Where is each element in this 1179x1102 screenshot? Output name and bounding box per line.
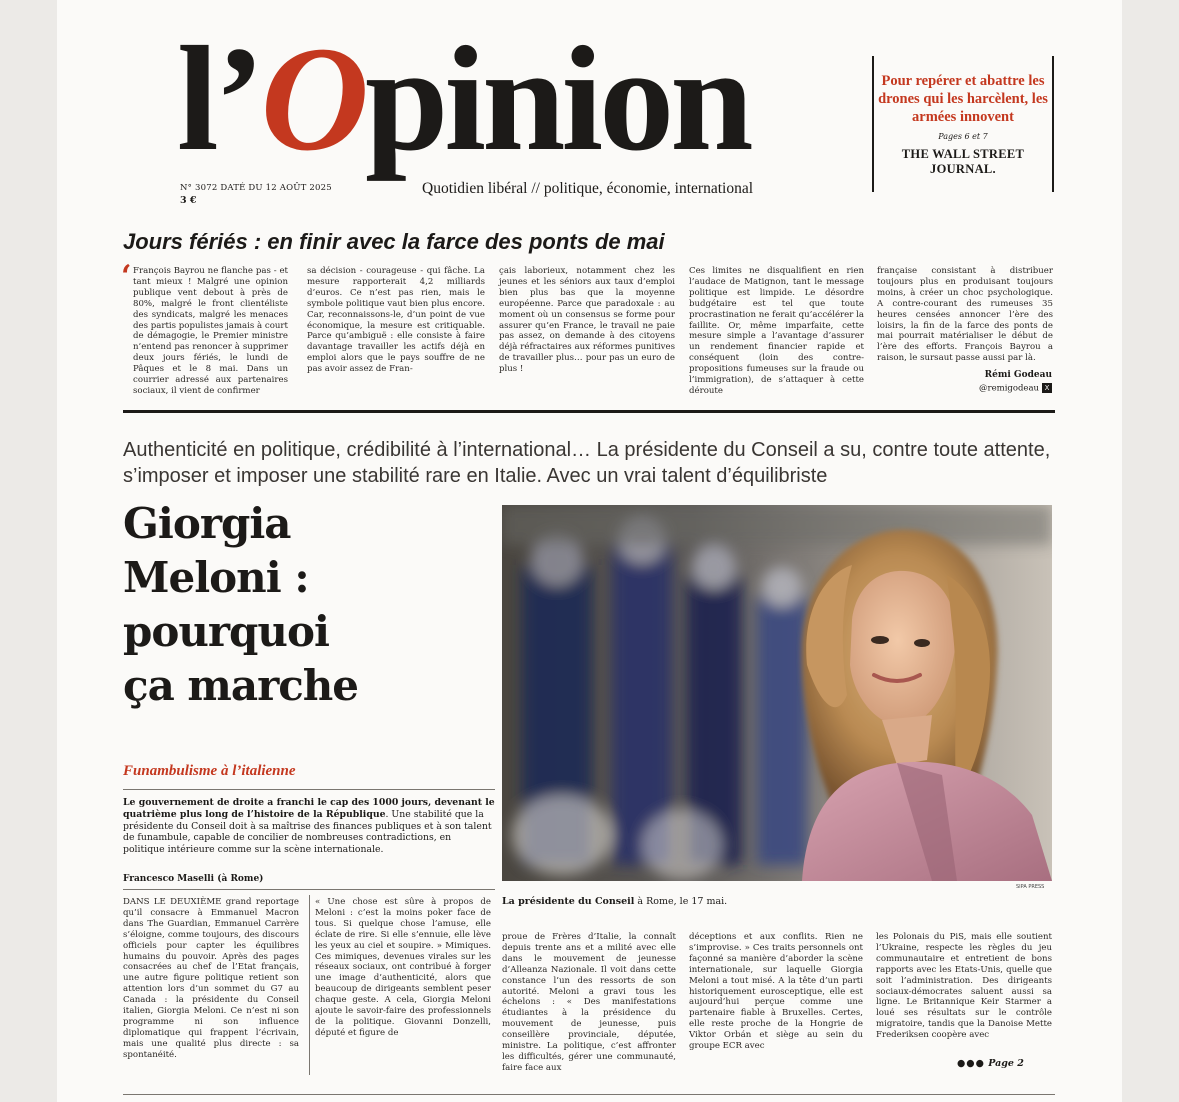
main-column-1: DANS LE DEUXIÈME grand reportage qu’il consacre à Emmanuel Macron dans The Guardian, Emmanuel Carrère s’éloigne, comme toujours, des discours officiels pour capter les équilibres humains du pouvoir. Après des pages consacrées au chef de l’Etat français, une autre figure politique retient son attention lors d’un sommet du G7 au Canada : la présidente du Conseil italien, Giorgia Meloni. Ce n’est ni son programme ni son influence diplomatique qui frappent l’écrivain, mais une qualité plus directe : sa spontanéité. — [123, 897, 299, 1060]
feature-author: Rémi Godeau — [984, 370, 1052, 380]
photo-credit: SIPA PRESS — [1016, 884, 1045, 890]
main-column-2: « Une chose est sûre à propos de Meloni : c’est la moins poker face de tous. Si quelque chose l’amuse, elle éclate de rire. Si elle s’ennuie, elle lève les yeux au ciel et soupire. » Mimiques. Ces mimiques, devenues virales sur les réseaux sociaux, ont contribué à forger une image d’authenticité, alors que beaucoup de dirigeants semblent peser chaque geste. A cela, Giorgia Meloni ajoute le savoir-faire des professionnels de la politique. Giovanni Donzelli, député et figure de — [315, 897, 491, 1038]
headline-line-4[interactable]: ça marche — [123, 661, 359, 710]
main-column-4: déceptions et aux conflits. Rien ne s’improvise. » Ces traits personnels ont façonné sa manière d’aborder la scène internationale, sur laquelle Giorgia Meloni a tout misé. A la tête d’un parti historiquement eurosceptique, elle est aujourd’hui perçue comme une partenaire fiable à Bruxelles. Certes, elle reste proche de la Hongrie de Viktor Orbán et siège au sein du groupe ECR avec — [689, 932, 863, 1052]
main-column-3: proue de Frères d’Italie, la connaît depuis trente ans et a milité avec elle dans le mouvement de jeunesse d’Alleanza Nazionale. Il voit dans cette constance l’un des ressorts de son autorité. Meloni a gravi tous les échelons : « Des manifestations étudiantes à la présidence du mouvement de jeunesse, puis conseillère provinciale, députée, ministre. La politique, c’est affronter les difficultés, gérer une communauté, faire face aux — [502, 932, 676, 1073]
price: 3 € — [180, 195, 197, 206]
continued-link[interactable] — [957, 1058, 1024, 1069]
logo-prefix: l’ — [177, 16, 261, 182]
caption-bold: La présidente du Conseil — [502, 896, 635, 907]
main-headline[interactable] — [123, 497, 358, 713]
main-column-5: les Polonais du PiS, mais elle soutient l’Ukraine, respecte les règles du jeu communautaire et entretient de bons rapports avec les Etats-Unis, quelle que soit l’administration. Des dirigeants sociaux-démocrates saluent aussi sa ligne. Le Britannique Keir Starmer a loué ses résultats sur le contrôle migratoire, tandis que la Danoise Mette Frederiksen coopère avec — [876, 932, 1052, 1041]
headline-line-2[interactable]: Meloni : — [123, 553, 309, 602]
bottom-rule — [123, 1094, 1055, 1095]
wsj-partner-logo: THE WALL STREET JOURNAL. — [901, 147, 1025, 176]
intro-rest: . Une stabilité que la présidente du Conseil doit à sa maîtrise des finances publiques et à son talent de funambule, capable de concilier de nombreuses contradictions, en politique intérieure comme sur la scène internationale. — [123, 808, 492, 856]
headline-line-1[interactable]: Giorgia — [123, 499, 291, 548]
byline-rule — [123, 889, 495, 890]
logo-suffix: pinion — [364, 16, 750, 182]
main-subhead: Funambulisme à l’italienne — [123, 763, 296, 779]
intro-bold: Le gouvernement de droite a franchi le cap des 1000 jours, devenant le quatrième plus long de l’histoire de la République — [123, 797, 495, 820]
issue-date: N° 3072 DATÉ DU 12 AOÛT 2025 — [180, 183, 332, 193]
feature-headline[interactable]: Jours fériés : en finir avec la farce des ponts de mai — [123, 229, 665, 254]
main-kicker: Authenticité en politique, crédibilité à l’international… La présidente du Conseil a su, contre toute attente, s’imposer et imposer une stabilité rare en Italie. Avec un vrai talent d’équilibriste — [123, 439, 1051, 487]
feature-column-2: sa décision - courageuse - qui fâche. La mesure rapporterait 4,2 milliards d’euros. Ce n’est pas rien, mais le symbole politique vaut bien plus encore. Car, reconnaissons-le, d’un point de vue économique, la mesure est critiquable. Parce qu’ambiguë : elle consiste à faire davantage travailler les actifs déjà en emploi alors que le pays souffre de ne pas avoir assez de Fran- — [307, 266, 485, 375]
main-intro — [123, 797, 495, 856]
promo-pages: Pages 6 et 7 — [938, 132, 988, 141]
meloni-photo — [502, 505, 1052, 881]
newspaper-logo — [177, 14, 750, 184]
feature-column-4: Ces limites ne disqualifient en rien l’audace de Matignon, tant le message politique est limpide. Le désordre budgétaire est tel que toute procrastination ne ferait qu’accélérer la faillite. Or, même imparfaite, cette mesure simple a l’avantage d’assurer un rendement financier rapide et conséquent (loin des contre-propositions fumeuses sur la fraude ou l’immigration), de s’attaquer à cette déroute — [689, 266, 864, 396]
column-divider — [309, 895, 310, 1075]
section-divider — [123, 410, 1055, 413]
byline: Francesco Maselli (à Rome) — [123, 874, 264, 884]
promo-box[interactable] — [872, 56, 1054, 192]
x-logo-icon[interactable]: X — [1042, 383, 1052, 393]
logo-accent: O — [260, 16, 365, 182]
promo-headline[interactable]: Pour repérer et abattre les drones qui les harcèlent, les armées innovent — [878, 73, 1048, 125]
newspaper-front-page — [57, 0, 1122, 1102]
continue-dots-icon: ●●● — [957, 1058, 985, 1069]
photo-illustration — [502, 505, 1052, 881]
feature-column-3: çais laborieux, notamment chez les jeunes et les séniors aux taux d’emploi bien plus bas que la moyenne européenne. Parce que paradoxale : au moment où un consensus se forme pour assurer qu’en France, le travail ne paie pas assez, on demande à des citoyens déjà réfractaires aux réformes punitives de travailler plus… pour pas un euro de plus ! — [499, 266, 675, 375]
feature-column-1: François Bayrou ne flanche pas - et tant mieux ! Malgré une opinion publique vent debout à près de 80%, malgré le front clientéliste des syndicats, malgré les menaces des partis populistes jamais à court de démagogie, le Premier ministre n’entend pas renoncer à supprimer deux jours fériés, le lundi de Pâques et le 8 mai. Dans un courrier adressé aux partenaires sociaux, il vient de confirmer — [133, 266, 288, 396]
author-handle-text[interactable]: @remigodeau — [979, 383, 1039, 394]
feature-column-5: française consistant à distribuer toujours plus en produisant toujours moins, à créer un choc psychologique. A contre-courant des rumeuses 35 heures censées annoncer l’ère des loisirs, la fin de la farce des ponts de mai pourrait matérialiser le début de l’ère des efforts. François Bayrou a raison, le sursaut passe aussi par là. — [877, 266, 1053, 364]
tagline: Quotidien libéral // politique, économie, international — [422, 180, 754, 197]
quote-mark-icon: ‘ — [121, 259, 132, 294]
continue-label[interactable]: Page 2 — [988, 1058, 1024, 1069]
author-handle[interactable] — [979, 383, 1052, 394]
photo-caption — [502, 896, 727, 907]
headline-line-3[interactable]: pourquoi — [123, 607, 329, 656]
subhead-rule — [123, 789, 495, 790]
caption-rest: à Rome, le 17 mai. — [634, 896, 728, 907]
